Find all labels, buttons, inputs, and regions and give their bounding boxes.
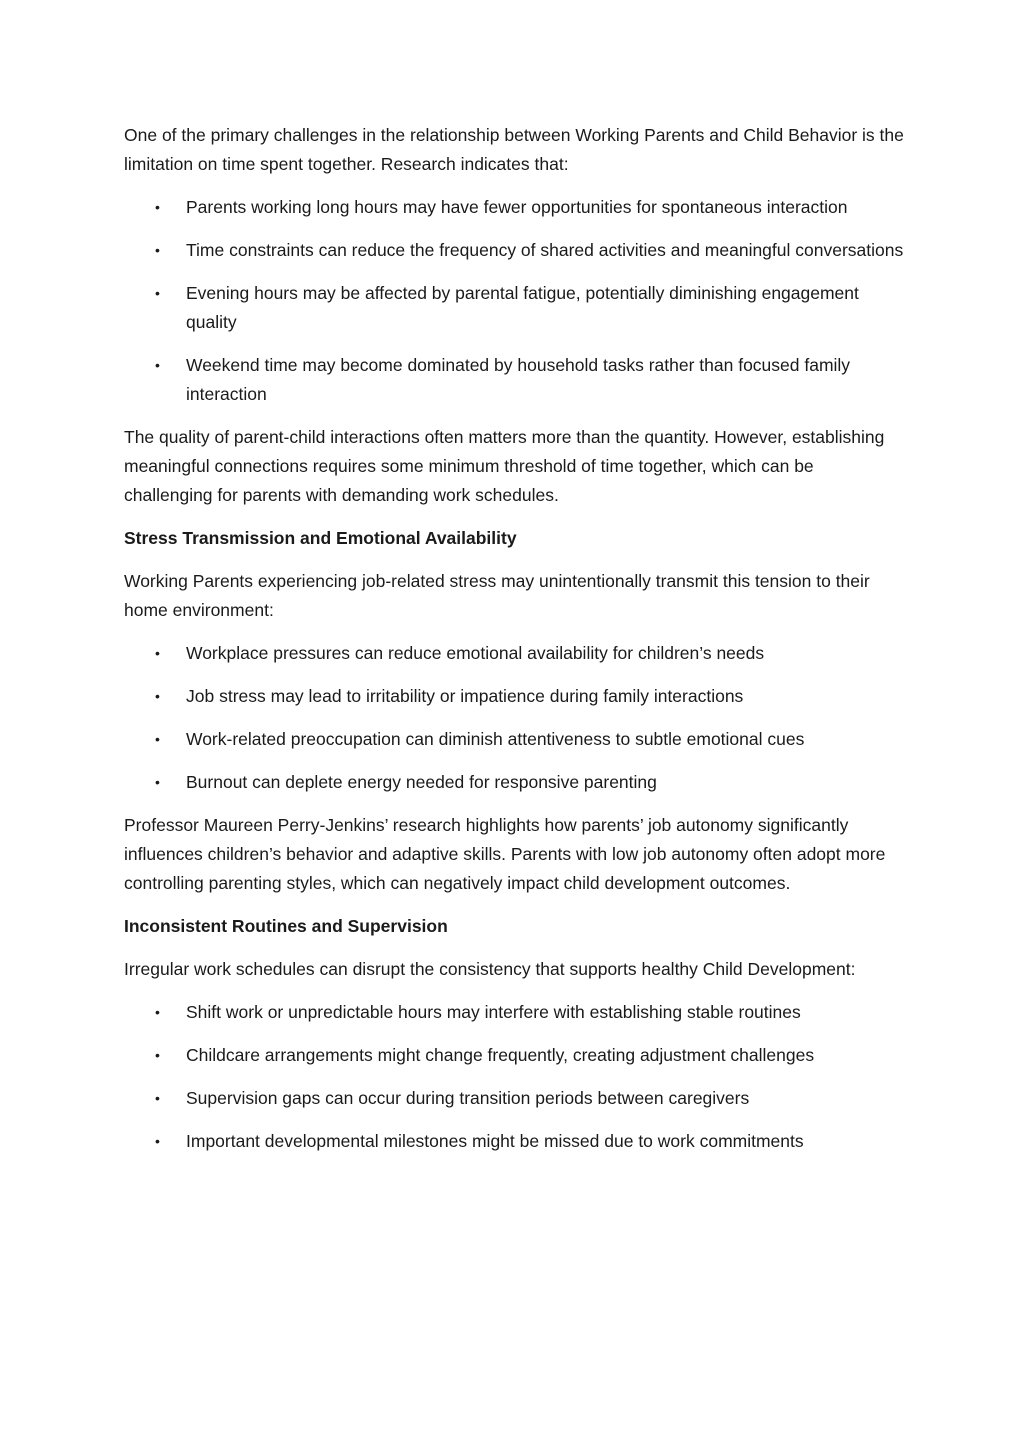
bullet-icon: • xyxy=(155,1090,160,1106)
list-item-text: Job stress may lead to irritability or impatience during family interactions xyxy=(186,686,744,706)
list-item xyxy=(124,1127,904,1156)
bullet-list-time xyxy=(124,193,904,409)
paragraph-quality: The quality of parent-child interactions often matters more than the quantity. However, establishing meaningful connections requires some minimum threshold of time together, which can be challenging for parents with demanding work schedules. xyxy=(124,427,885,505)
bullet-list-stress xyxy=(124,639,904,797)
list-item xyxy=(124,682,904,711)
paragraph-intro: One of the primary challenges in the relationship between Working Parents and Child Behavior is the limitation on time spent together. Research indicates that: xyxy=(124,125,904,174)
bullet-icon: • xyxy=(155,688,160,704)
list-item xyxy=(124,351,904,409)
paragraph-research: Professor Maureen Perry-Jenkins’ research highlights how parents’ job autonomy significantly influences children’s behavior and adaptive skills. Parents with low job autonomy often adopt more controlling parenting styles, which can negatively impact child development outcomes. xyxy=(124,815,886,893)
section-heading-routines: Inconsistent Routines and Supervision xyxy=(124,916,448,936)
bullet-icon: • xyxy=(155,1004,160,1020)
list-item-text: Parents working long hours may have fewer opportunities for spontaneous interaction xyxy=(186,197,848,217)
list-item xyxy=(124,236,904,265)
paragraph-routines-intro: Irregular work schedules can disrupt the consistency that supports healthy Child Development: xyxy=(124,959,856,979)
list-item xyxy=(124,1084,904,1113)
list-item xyxy=(124,725,904,754)
list-item-text: Workplace pressures can reduce emotional availability for children’s needs xyxy=(186,643,765,663)
list-item-text: Supervision gaps can occur during transition periods between caregivers xyxy=(186,1088,750,1108)
paragraph-stress-intro: Working Parents experiencing job-related stress may unintentionally transmit this tension to their home environment: xyxy=(124,571,870,620)
bullet-icon: • xyxy=(155,242,160,258)
bullet-icon: • xyxy=(155,357,160,373)
bullet-icon: • xyxy=(155,199,160,215)
list-item xyxy=(124,1041,904,1070)
list-item xyxy=(124,639,904,668)
list-item xyxy=(124,279,904,337)
bullet-list-routines xyxy=(124,998,904,1156)
bullet-icon: • xyxy=(155,285,160,301)
list-item-text: Weekend time may become dominated by household tasks rather than focused family interaction xyxy=(186,355,851,404)
list-item-text: Time constraints can reduce the frequency of shared activities and meaningful conversations xyxy=(186,240,904,260)
list-item-text: Evening hours may be affected by parental fatigue, potentially diminishing engagement quality xyxy=(186,283,859,332)
list-item-text: Burnout can deplete energy needed for responsive parenting xyxy=(186,772,657,792)
bullet-icon: • xyxy=(155,1133,160,1149)
section-heading-stress: Stress Transmission and Emotional Availability xyxy=(124,528,517,548)
bullet-icon: • xyxy=(155,731,160,747)
list-item-text: Shift work or unpredictable hours may interfere with establishing stable routines xyxy=(186,1002,801,1022)
list-item-text: Childcare arrangements might change frequently, creating adjustment challenges xyxy=(186,1045,815,1065)
bullet-icon: • xyxy=(155,645,160,661)
list-item-text: Important developmental milestones might be missed due to work commitments xyxy=(186,1131,804,1151)
document-page xyxy=(124,121,904,1170)
bullet-icon: • xyxy=(155,1047,160,1063)
list-item xyxy=(124,193,904,222)
list-item xyxy=(124,998,904,1027)
list-item xyxy=(124,768,904,797)
list-item-text: Work-related preoccupation can diminish attentiveness to subtle emotional cues xyxy=(186,729,805,749)
bullet-icon: • xyxy=(155,774,160,790)
